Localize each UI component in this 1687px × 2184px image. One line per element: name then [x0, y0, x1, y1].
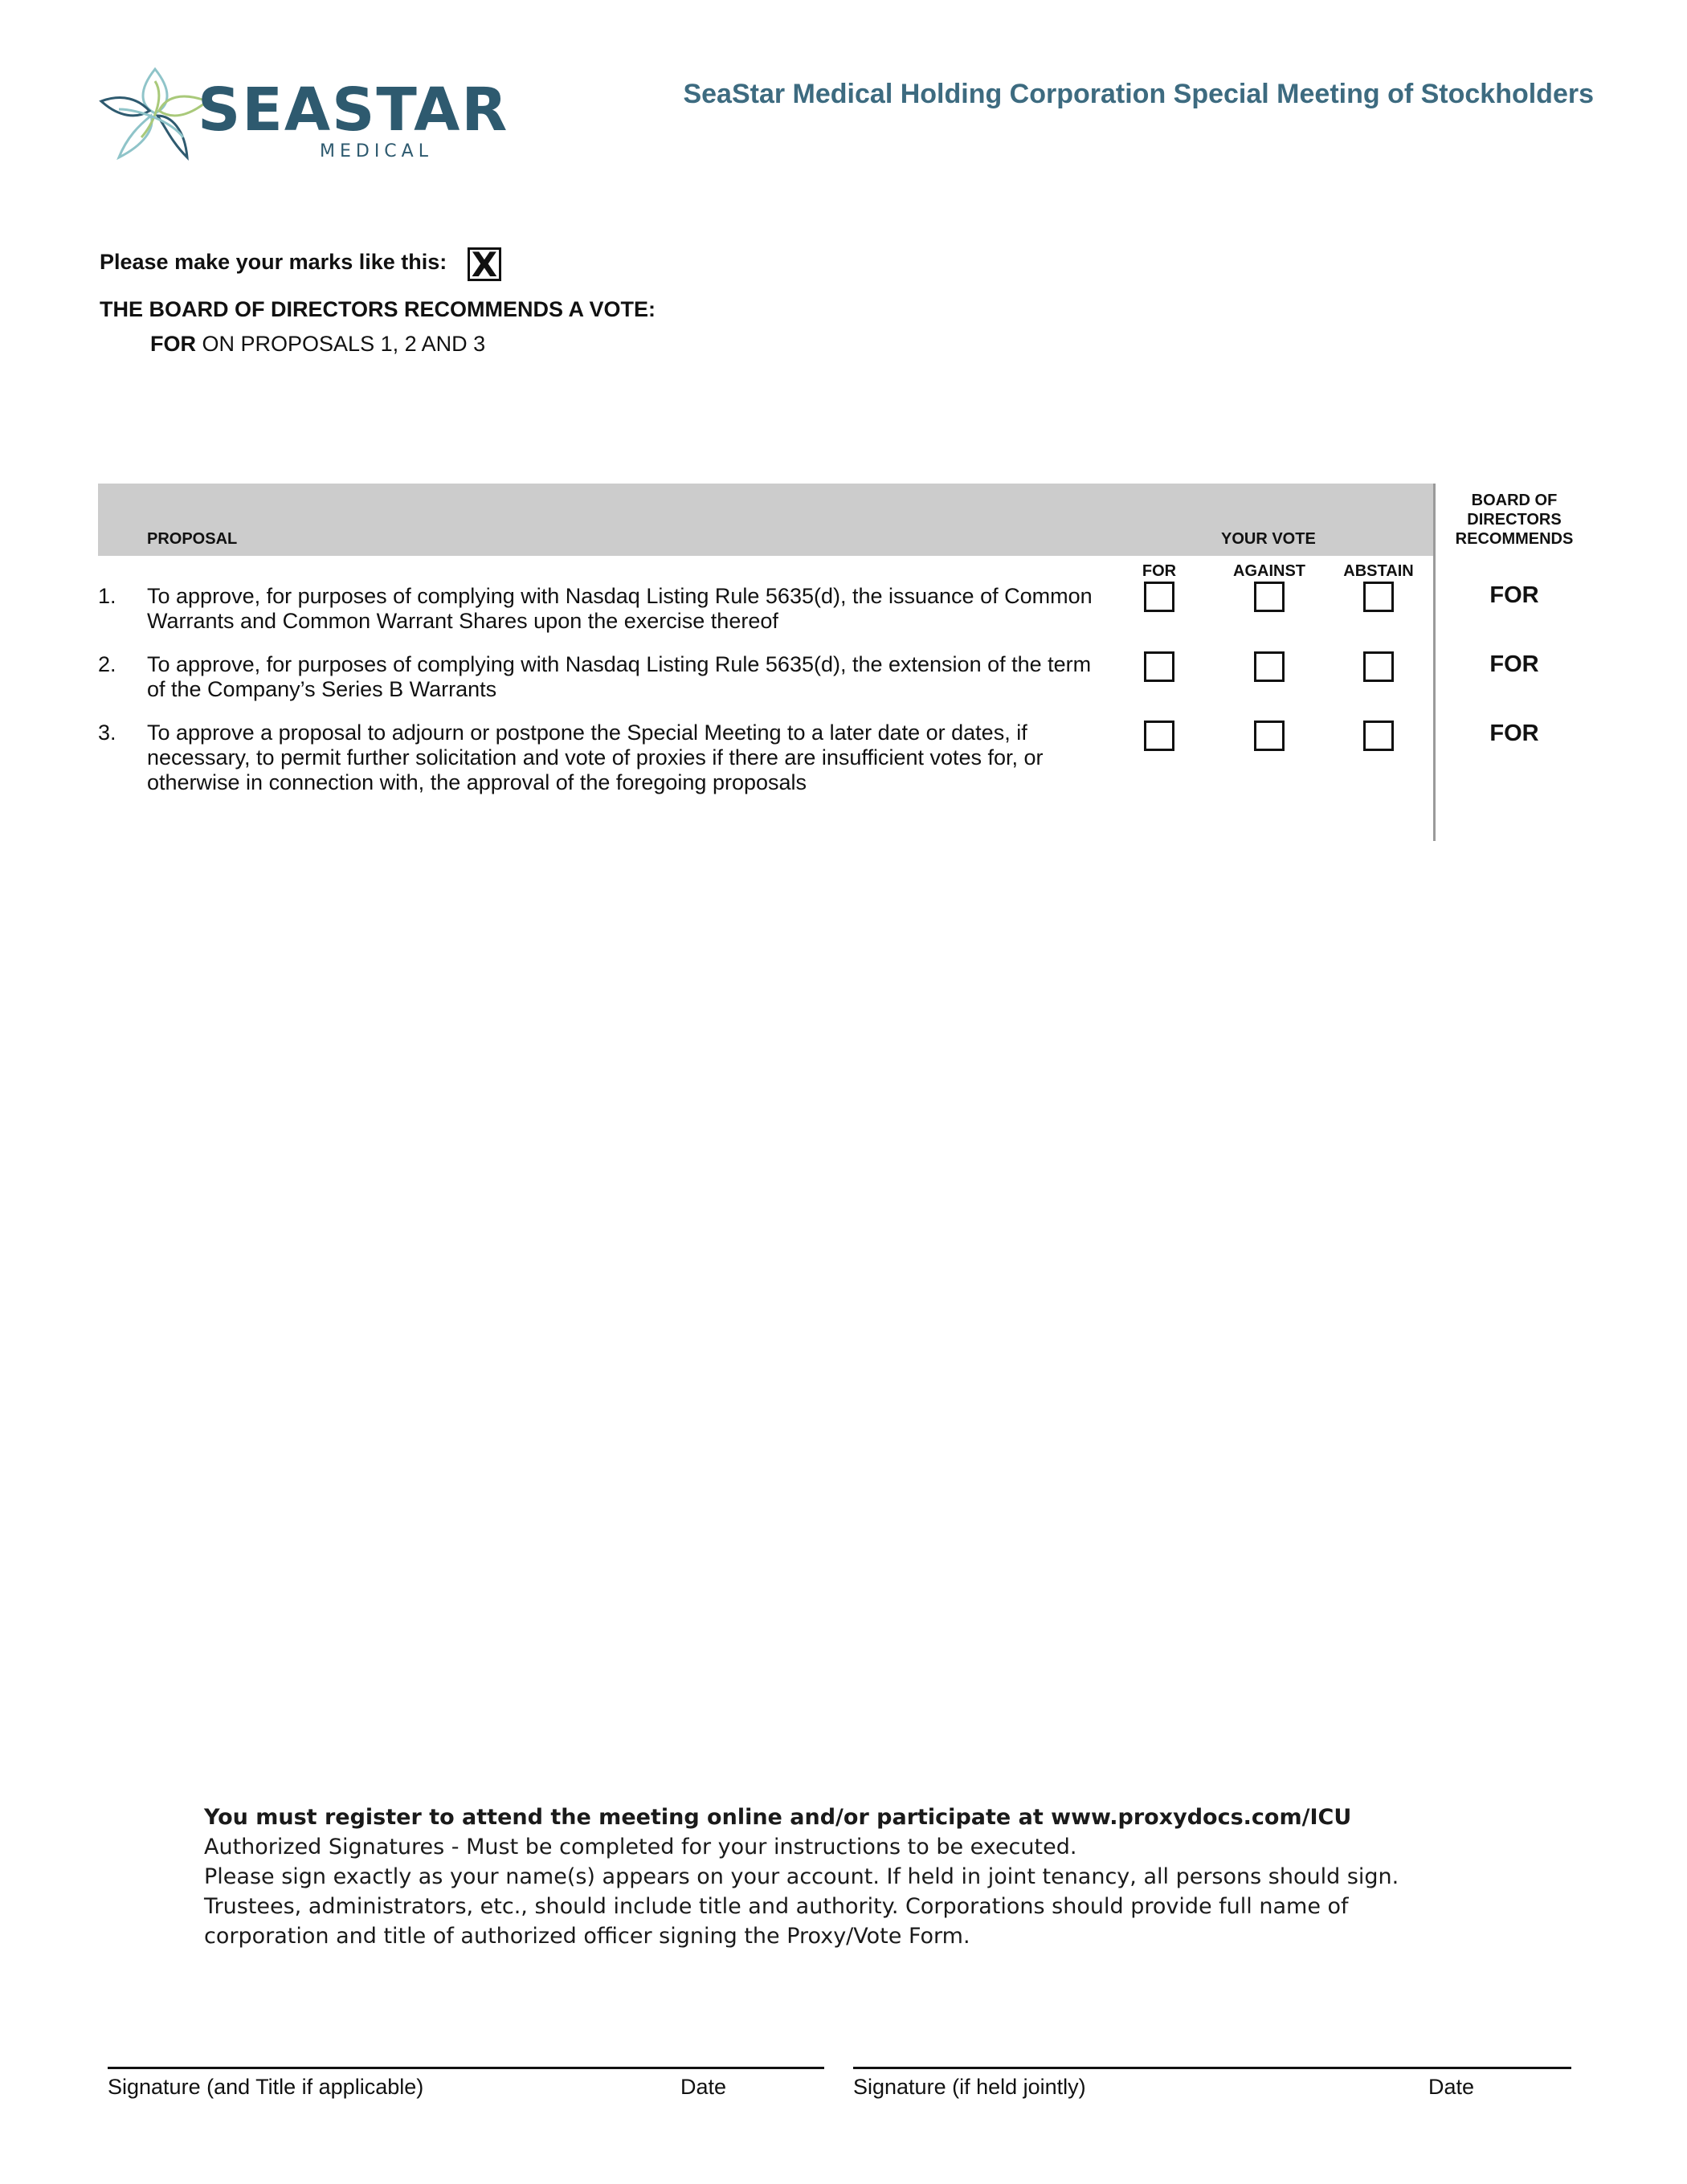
signature-label: Signature (and Title if applicable): [108, 2075, 424, 2099]
vote-for-checkbox[interactable]: [1144, 651, 1174, 682]
vote-against-checkbox[interactable]: [1254, 721, 1285, 751]
signing-instructions: Please sign exactly as your name(s) appears on your account. If held in joint tenancy, all persons should sign. Trustees, administrators, etc., should include title and authority. Corporations should provide full name of corporation and title of authorized officer signing the Proxy/Vote Form.: [204, 1864, 1399, 1949]
register-notice: You must register to attend the meeting online and/or participate at www.proxydocs.com/ICU: [204, 1805, 1352, 1830]
vote-abstain-checkbox[interactable]: [1363, 721, 1394, 751]
vote-abstain-checkbox[interactable]: [1363, 582, 1394, 612]
vote-against-checkbox[interactable]: [1254, 582, 1285, 612]
board-recommendation-line: [150, 332, 485, 357]
proposal-number: 3.: [98, 721, 116, 745]
vote-against-checkbox[interactable]: [1254, 651, 1285, 682]
proposal-number: 1.: [98, 584, 116, 608]
joint-signature-label: Signature (if held jointly): [853, 2075, 1086, 2099]
proposal-text: To approve a proposal to adjourn or postpone the Special Meeting to a later date or dates, if necessary, to permit further solicitation and vote of proxies if there are insufficient votes for, or otherwise in connection with, the approval of the foregoing proposals: [147, 721, 1044, 794]
vote-abstain-checkbox[interactable]: [1363, 651, 1394, 682]
authorized-signatures-note: Authorized Signatures - Must be completed for your instructions to be executed.: [204, 1835, 1077, 1859]
board-recommendation-heading: THE BOARD OF DIRECTORS RECOMMENDS A VOTE:: [100, 297, 656, 321]
board-header-line: BOARD OF: [1471, 492, 1558, 509]
proposal-text: To approve, for purposes of complying with Nasdaq Listing Rule 5635(d), the extension of the term of the Company’s Series B Warrants: [147, 652, 1092, 701]
seastar-logo: [95, 61, 509, 165]
column-header-board: [1438, 491, 1591, 549]
rec-bold: FOR: [150, 332, 196, 356]
logo-subtitle: MEDICAL: [320, 141, 433, 161]
proposal-text: To approve, for purposes of complying with Nasdaq Listing Rule 5635(d), the issuance of Common Warrants and Common Warrant Shares upon the exercise thereof: [147, 584, 1093, 633]
vote-for-checkbox[interactable]: [1144, 721, 1174, 751]
column-divider: [1433, 484, 1436, 841]
sample-mark-box: [468, 245, 501, 284]
option-header-against: AGAINST: [1233, 562, 1305, 580]
signature-line[interactable]: [108, 2067, 824, 2069]
board-header-line: DIRECTORS: [1467, 511, 1562, 529]
option-header-for: FOR: [1142, 562, 1177, 580]
sample-x-icon: X: [471, 245, 498, 284]
document-title: SeaStar Medical Holding Corporation Special Meeting of Stockholders: [683, 79, 1594, 109]
board-recommendation: FOR: [1489, 651, 1539, 677]
board-recommendation: FOR: [1489, 721, 1539, 746]
proposal-number: 2.: [98, 652, 116, 676]
date-label: Date: [680, 2075, 727, 2099]
signature-instructions: [204, 1802, 1457, 1951]
logo-wordmark: SEASTAR: [198, 76, 509, 145]
marks-instruction: Please make your marks like this:: [100, 250, 447, 274]
vote-for-checkbox[interactable]: [1144, 582, 1174, 612]
board-recommendation: FOR: [1489, 582, 1539, 608]
joint-signature-line[interactable]: [853, 2067, 1571, 2069]
option-header-abstain: ABSTAIN: [1343, 562, 1414, 580]
column-header-proposal: PROPOSAL: [147, 530, 238, 548]
board-header-line: RECOMMENDS: [1455, 530, 1574, 548]
joint-date-label: Date: [1428, 2075, 1475, 2099]
column-header-your-vote: YOUR VOTE: [1221, 530, 1316, 548]
rec-rest: ON PROPOSALS 1, 2 AND 3: [202, 332, 486, 356]
